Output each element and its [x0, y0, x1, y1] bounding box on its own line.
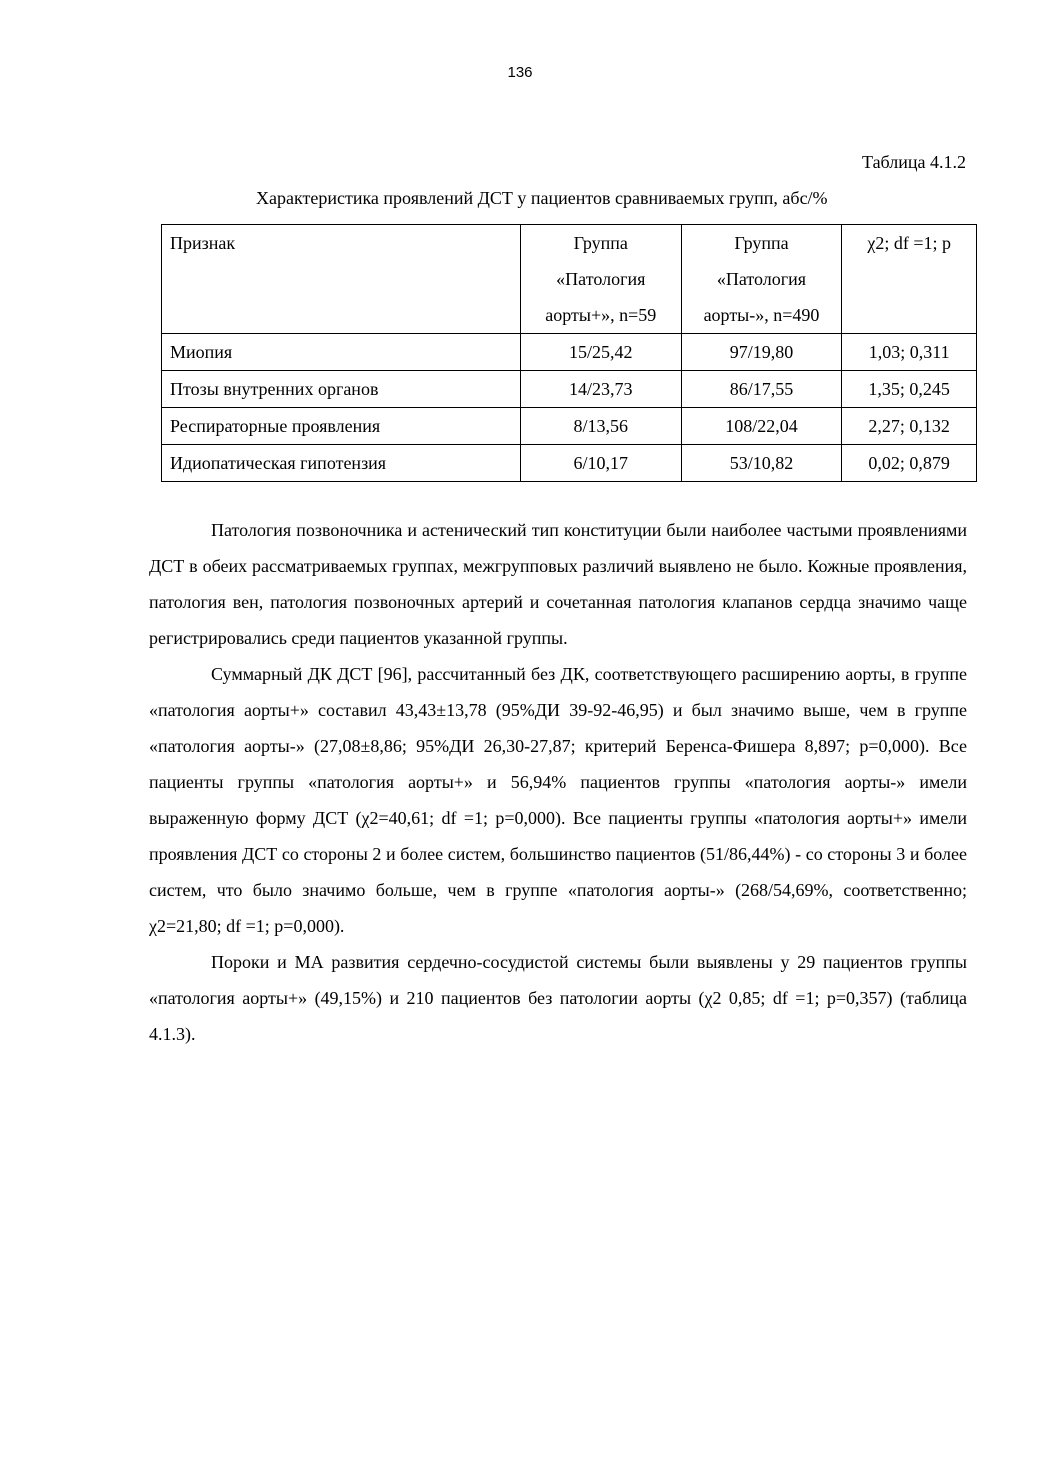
- paragraph: Пороки и МА развития сердечно-сосудистой системы были выявлены у 29 пациентов группы «патология аорты+» (49,15%) и 210 пациентов без патологии аорты (χ2 0,85; df =1; р=0,357) (таблица 4.1.3).: [149, 952, 967, 1044]
- cell-feature: Птозы внутренних органов: [162, 371, 521, 408]
- header-feature: Признак: [162, 225, 521, 334]
- cell-group-minus: 86/17,55: [681, 371, 842, 408]
- paragraph: Патология позвоночника и астенический тип конституции были наиболее частыми проявлениями ДСТ в обеих рассматриваемых группах, межгрупповых различий выявлено не было. Кожные проявления, патология вен, патология позвоночных артерий и сочетанная патология клапанов сердца значимо чаще регистрировались среди пациентов указанной группы.: [149, 520, 967, 648]
- cell-group-minus: 108/22,04: [681, 408, 842, 445]
- table-header-row: [162, 225, 977, 334]
- data-table: [161, 224, 977, 482]
- header-group-plus-line2: «Патология: [556, 269, 646, 289]
- header-group-minus-line3: аорты-», n=490: [703, 305, 820, 325]
- header-group-plus-line1: Группа: [573, 233, 628, 253]
- cell-group-plus: 15/25,42: [520, 334, 681, 371]
- page-number: 136: [507, 64, 533, 81]
- cell-feature: Миопия: [162, 334, 521, 371]
- cell-chi-square: 0,02; 0,879: [842, 445, 977, 482]
- table-label: Таблица 4.1.2: [862, 152, 966, 172]
- cell-group-plus: 6/10,17: [520, 445, 681, 482]
- table-row: [162, 445, 977, 482]
- cell-feature: Респираторные проявления: [162, 408, 521, 445]
- body-text: [149, 512, 967, 1052]
- cell-group-plus: 14/23,73: [520, 371, 681, 408]
- header-group-minus-line1: Группа: [734, 233, 789, 253]
- cell-feature: Идиопатическая гипотензия: [162, 445, 521, 482]
- header-group-minus-line2: «Патология: [716, 269, 807, 289]
- table-row: [162, 408, 977, 445]
- cell-chi-square: 2,27; 0,132: [842, 408, 977, 445]
- table-caption: Характеристика проявлений ДСТ у пациентов сравниваемых групп, абс/%: [256, 188, 828, 208]
- cell-group-minus: 97/19,80: [681, 334, 842, 371]
- cell-group-minus: 53/10,82: [681, 445, 842, 482]
- table-row: [162, 371, 977, 408]
- header-group-plus-line3: аорты+», n=59: [545, 305, 657, 325]
- cell-chi-square: 1,03; 0,311: [842, 334, 977, 371]
- header-group-plus: [520, 225, 681, 334]
- paragraph: Суммарный ДК ДСТ [96], рассчитанный без ДК, соответствующего расширению аорты, в группе «патология аорты+» составил 43,43±13,78 (95%ДИ 39-92-46,95) и был значимо выше, чем в группе «патология аорты-» (27,08±8,86; 95%ДИ 26,30-27,87; критерий Беренса-Фишера 8,897; р=0,000). Все пациенты группы «патология аорты+» и 56,94% пациентов группы «патология аорты-» имели выраженную форму ДСТ (χ2=40,61; df =1; р=0,000). Все пациенты группы «патология аорты+» имели проявления ДСТ со стороны 2 и более систем, большинство пациентов (51/86,44%) - со стороны 3 и более систем, что было значимо больше, чем в группе «патология аорты-» (268/54,69%, соответственно; χ2=21,80; df =1; р=0,000).: [149, 664, 967, 936]
- cell-chi-square: 1,35; 0,245: [842, 371, 977, 408]
- header-group-minus: [681, 225, 842, 334]
- cell-group-plus: 8/13,56: [520, 408, 681, 445]
- table-row: [162, 334, 977, 371]
- header-chi-square: χ2; df =1; р: [842, 225, 977, 334]
